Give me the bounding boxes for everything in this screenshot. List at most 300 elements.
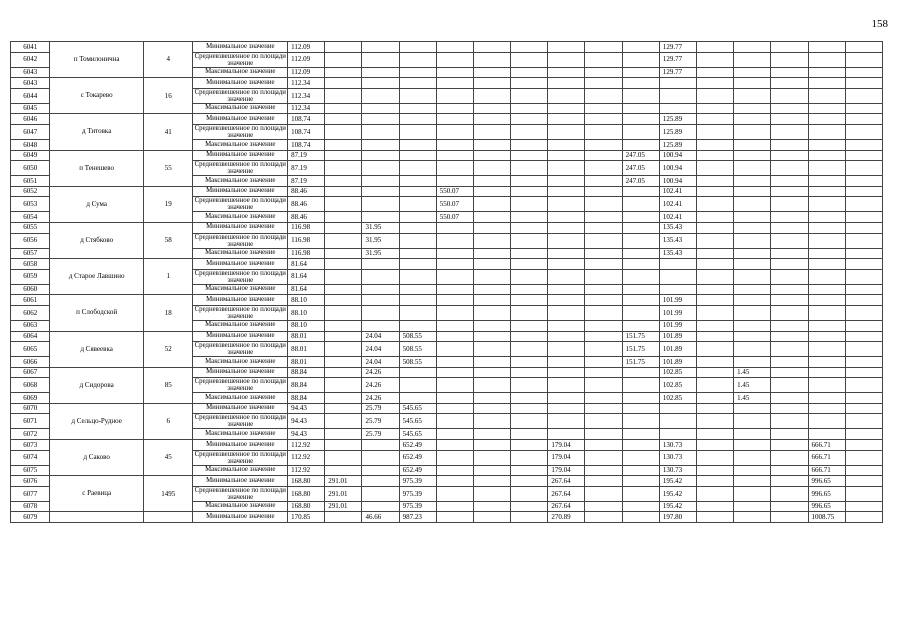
value-cell bbox=[511, 512, 548, 523]
value-type: Средневзвешенное по площади значение bbox=[194, 305, 286, 320]
value-cell: 168.80 bbox=[288, 476, 325, 487]
value-type: Максимальное значение bbox=[193, 429, 288, 440]
value-cell bbox=[362, 124, 399, 139]
value-type: Средневзвешенное по площади значение bbox=[194, 52, 286, 67]
value-cell bbox=[473, 67, 510, 78]
value-cell bbox=[473, 440, 510, 451]
value-cell bbox=[808, 342, 845, 357]
value-cell: 81.64 bbox=[288, 284, 325, 295]
value-cell bbox=[734, 233, 771, 248]
row-number: 6069 bbox=[11, 393, 50, 404]
value-cell bbox=[548, 357, 585, 368]
value-cell bbox=[548, 331, 585, 342]
value-cell bbox=[399, 139, 436, 150]
value-cell bbox=[808, 176, 845, 187]
value-cell: 102.85 bbox=[659, 378, 696, 393]
value-cell bbox=[697, 114, 734, 125]
value-cell bbox=[585, 476, 622, 487]
value-cell bbox=[697, 124, 734, 139]
value-cell bbox=[585, 486, 622, 501]
value-cell bbox=[362, 259, 399, 270]
value-cell bbox=[845, 124, 882, 139]
value-cell: 291.01 bbox=[325, 476, 362, 487]
value-cell bbox=[362, 476, 399, 487]
value-cell bbox=[697, 429, 734, 440]
value-cell bbox=[622, 67, 659, 78]
value-cell: 545.65 bbox=[399, 403, 436, 414]
value-cell bbox=[399, 305, 436, 320]
value-cell: 102.85 bbox=[659, 367, 696, 378]
value-cell bbox=[473, 501, 510, 512]
value-cell bbox=[511, 450, 548, 465]
value-cell bbox=[845, 486, 882, 501]
value-cell bbox=[511, 440, 548, 451]
value-cell: 247.05 bbox=[622, 176, 659, 187]
value-cell bbox=[771, 476, 808, 487]
value-cell bbox=[548, 233, 585, 248]
value-cell bbox=[473, 222, 510, 233]
value-cell bbox=[362, 88, 399, 103]
value-cell bbox=[325, 222, 362, 233]
value-type: Максимальное значение bbox=[193, 320, 288, 331]
value-cell bbox=[325, 42, 362, 53]
value-cell bbox=[399, 367, 436, 378]
value-cell bbox=[325, 342, 362, 357]
value-cell bbox=[399, 248, 436, 259]
value-cell bbox=[436, 476, 473, 487]
value-cell bbox=[362, 186, 399, 197]
value-type: Максимальное значение bbox=[193, 357, 288, 368]
table-row bbox=[11, 440, 883, 451]
value-cell bbox=[697, 331, 734, 342]
value-cell bbox=[473, 197, 510, 212]
value-cell bbox=[511, 269, 548, 284]
value-cell bbox=[362, 161, 399, 176]
value-cell bbox=[622, 403, 659, 414]
row-number: 6041 bbox=[11, 42, 50, 53]
value-cell bbox=[845, 233, 882, 248]
value-cell: 291.01 bbox=[325, 501, 362, 512]
value-cell: 151.75 bbox=[622, 357, 659, 368]
value-cell: 179.04 bbox=[548, 440, 585, 451]
value-type: Средневзвешенное по площади значение bbox=[194, 124, 286, 139]
value-cell bbox=[845, 501, 882, 512]
value-cell bbox=[808, 357, 845, 368]
value-cell bbox=[511, 486, 548, 501]
value-cell bbox=[511, 114, 548, 125]
row-number: 6048 bbox=[11, 139, 50, 150]
value-type: Минимальное значение bbox=[193, 512, 288, 523]
value-cell bbox=[697, 486, 734, 501]
settlement-name: с Токарево bbox=[50, 78, 144, 114]
value-cell bbox=[325, 103, 362, 114]
value-cell: 81.64 bbox=[288, 259, 325, 270]
value-cell bbox=[436, 295, 473, 306]
row-number: 6065 bbox=[11, 342, 50, 357]
value-type: Минимальное значение bbox=[193, 367, 288, 378]
value-cell bbox=[362, 440, 399, 451]
value-cell bbox=[697, 403, 734, 414]
value-type: Минимальное значение bbox=[193, 295, 288, 306]
value-cell bbox=[473, 284, 510, 295]
value-cell bbox=[697, 367, 734, 378]
value-cell bbox=[734, 103, 771, 114]
value-type: Минимальное значение bbox=[193, 331, 288, 342]
value-cell bbox=[771, 320, 808, 331]
value-cell bbox=[734, 222, 771, 233]
value-cell: 88.84 bbox=[288, 378, 325, 393]
value-cell bbox=[808, 103, 845, 114]
value-cell bbox=[808, 393, 845, 404]
value-cell: 508.55 bbox=[399, 357, 436, 368]
row-number: 6078 bbox=[11, 501, 50, 512]
value-cell bbox=[362, 114, 399, 125]
value-cell: 291.01 bbox=[325, 486, 362, 501]
value-cell bbox=[808, 139, 845, 150]
value-cell bbox=[771, 486, 808, 501]
value-cell bbox=[548, 367, 585, 378]
value-cell: 102.85 bbox=[659, 393, 696, 404]
value-cell bbox=[511, 414, 548, 429]
value-cell bbox=[436, 150, 473, 161]
value-cell bbox=[473, 88, 510, 103]
value-cell bbox=[585, 161, 622, 176]
value-cell: 975.39 bbox=[399, 486, 436, 501]
value-cell bbox=[511, 331, 548, 342]
value-cell bbox=[585, 393, 622, 404]
value-cell bbox=[325, 269, 362, 284]
value-cell bbox=[585, 233, 622, 248]
value-type: Максимальное значение bbox=[193, 393, 288, 404]
value-cell bbox=[399, 222, 436, 233]
value-cell: 101.99 bbox=[659, 305, 696, 320]
value-cell bbox=[659, 259, 696, 270]
settlement-name: д Старое Лавшино bbox=[50, 259, 144, 295]
value-cell bbox=[399, 67, 436, 78]
value-cell bbox=[771, 114, 808, 125]
value-cell bbox=[734, 501, 771, 512]
value-cell: 996.65 bbox=[808, 486, 845, 501]
value-cell bbox=[473, 367, 510, 378]
value-cell bbox=[585, 429, 622, 440]
value-cell bbox=[325, 212, 362, 223]
value-cell: 88.84 bbox=[288, 393, 325, 404]
value-cell bbox=[808, 88, 845, 103]
value-cell bbox=[473, 150, 510, 161]
value-cell bbox=[808, 367, 845, 378]
value-cell bbox=[473, 176, 510, 187]
value-cell bbox=[659, 78, 696, 89]
value-cell bbox=[585, 42, 622, 53]
value-type: Максимальное значение bbox=[193, 176, 288, 187]
value-cell bbox=[585, 284, 622, 295]
value-cell: 116.98 bbox=[288, 222, 325, 233]
population: 19 bbox=[143, 186, 193, 222]
value-cell bbox=[436, 403, 473, 414]
value-cell bbox=[808, 186, 845, 197]
value-cell bbox=[548, 52, 585, 67]
value-cell bbox=[734, 114, 771, 125]
value-cell bbox=[436, 450, 473, 465]
value-cell bbox=[808, 42, 845, 53]
value-type: Средневзвешенное по площади значение bbox=[194, 197, 286, 212]
value-type: Минимальное значение bbox=[193, 42, 288, 53]
value-cell bbox=[845, 476, 882, 487]
value-cell bbox=[585, 465, 622, 476]
value-cell bbox=[325, 429, 362, 440]
value-cell bbox=[548, 284, 585, 295]
value-cell bbox=[734, 248, 771, 259]
value-cell bbox=[436, 501, 473, 512]
value-cell bbox=[585, 124, 622, 139]
value-cell bbox=[585, 197, 622, 212]
value-cell bbox=[325, 52, 362, 67]
value-cell bbox=[622, 259, 659, 270]
value-cell bbox=[585, 357, 622, 368]
value-cell bbox=[808, 284, 845, 295]
row-number: 6064 bbox=[11, 331, 50, 342]
value-cell bbox=[473, 233, 510, 248]
settlement-name: п Слободской bbox=[50, 295, 144, 331]
value-cell bbox=[548, 414, 585, 429]
table-row bbox=[11, 295, 883, 306]
value-cell bbox=[548, 429, 585, 440]
value-cell bbox=[548, 124, 585, 139]
value-type: Средневзвешенное по площади значение bbox=[194, 88, 286, 103]
value-cell bbox=[548, 248, 585, 259]
value-cell bbox=[436, 512, 473, 523]
value-cell bbox=[771, 269, 808, 284]
value-cell bbox=[473, 378, 510, 393]
value-cell bbox=[585, 186, 622, 197]
value-cell bbox=[473, 269, 510, 284]
value-cell bbox=[473, 393, 510, 404]
value-cell: 112.09 bbox=[288, 67, 325, 78]
value-cell bbox=[585, 78, 622, 89]
value-cell bbox=[845, 161, 882, 176]
value-cell bbox=[325, 393, 362, 404]
value-cell bbox=[734, 176, 771, 187]
value-cell bbox=[511, 78, 548, 89]
value-cell bbox=[734, 161, 771, 176]
value-cell bbox=[399, 233, 436, 248]
value-type: Минимальное значение bbox=[193, 186, 288, 197]
value-cell: 550.07 bbox=[436, 212, 473, 223]
value-cell bbox=[548, 161, 585, 176]
value-type: Минимальное значение bbox=[193, 78, 288, 89]
value-cell: 247.05 bbox=[622, 161, 659, 176]
value-cell: 197.80 bbox=[659, 512, 696, 523]
value-type: Минимальное значение bbox=[193, 259, 288, 270]
value-cell bbox=[585, 512, 622, 523]
value-type: Минимальное значение bbox=[193, 222, 288, 233]
value-cell bbox=[845, 42, 882, 53]
table-row bbox=[11, 114, 883, 125]
settlement-name: п Тенешево bbox=[50, 150, 144, 186]
value-cell: 46.66 bbox=[362, 512, 399, 523]
population: 85 bbox=[143, 367, 193, 403]
value-cell: 179.04 bbox=[548, 465, 585, 476]
value-cell bbox=[325, 465, 362, 476]
value-cell bbox=[511, 248, 548, 259]
value-cell bbox=[622, 476, 659, 487]
value-cell bbox=[511, 320, 548, 331]
value-cell: 116.98 bbox=[288, 248, 325, 259]
value-cell: 94.43 bbox=[288, 403, 325, 414]
value-cell bbox=[771, 331, 808, 342]
value-cell bbox=[473, 212, 510, 223]
value-cell bbox=[622, 42, 659, 53]
value-cell bbox=[436, 222, 473, 233]
value-cell: 508.55 bbox=[399, 342, 436, 357]
value-cell bbox=[436, 284, 473, 295]
value-cell bbox=[436, 78, 473, 89]
value-cell bbox=[585, 103, 622, 114]
value-cell bbox=[808, 222, 845, 233]
value-cell bbox=[734, 259, 771, 270]
value-cell bbox=[771, 176, 808, 187]
value-cell bbox=[659, 429, 696, 440]
value-cell bbox=[511, 403, 548, 414]
row-number: 6073 bbox=[11, 440, 50, 451]
value-cell bbox=[436, 357, 473, 368]
value-cell bbox=[697, 476, 734, 487]
value-cell bbox=[585, 367, 622, 378]
row-number: 6066 bbox=[11, 357, 50, 368]
table-row bbox=[11, 367, 883, 378]
table-row bbox=[11, 259, 883, 270]
value-cell bbox=[771, 414, 808, 429]
value-cell bbox=[734, 403, 771, 414]
value-cell bbox=[511, 393, 548, 404]
table-row bbox=[11, 476, 883, 487]
value-cell bbox=[622, 139, 659, 150]
value-cell bbox=[697, 512, 734, 523]
value-cell bbox=[622, 512, 659, 523]
value-cell: 112.09 bbox=[288, 42, 325, 53]
row-number: 6044 bbox=[11, 88, 50, 103]
value-cell bbox=[325, 114, 362, 125]
value-cell bbox=[622, 114, 659, 125]
value-cell: 101.89 bbox=[659, 357, 696, 368]
value-cell bbox=[845, 295, 882, 306]
value-cell: 550.07 bbox=[436, 197, 473, 212]
value-cell: 125.89 bbox=[659, 124, 696, 139]
value-type: Средневзвешенное по площади значение bbox=[194, 486, 286, 501]
value-type: Минимальное значение bbox=[193, 150, 288, 161]
value-cell bbox=[511, 259, 548, 270]
value-cell bbox=[436, 342, 473, 357]
value-cell: 24.04 bbox=[362, 357, 399, 368]
value-cell bbox=[585, 414, 622, 429]
value-cell: 112.92 bbox=[288, 440, 325, 451]
value-type: Максимальное значение bbox=[193, 67, 288, 78]
value-cell bbox=[585, 269, 622, 284]
value-cell: 1.45 bbox=[734, 393, 771, 404]
value-cell bbox=[548, 78, 585, 89]
value-cell bbox=[845, 320, 882, 331]
value-cell: 130.73 bbox=[659, 440, 696, 451]
value-cell bbox=[362, 176, 399, 187]
value-cell: 112.09 bbox=[288, 52, 325, 67]
value-cell bbox=[845, 403, 882, 414]
value-cell bbox=[734, 429, 771, 440]
value-cell bbox=[362, 450, 399, 465]
value-cell bbox=[511, 88, 548, 103]
value-cell: 88.01 bbox=[288, 331, 325, 342]
value-cell bbox=[511, 342, 548, 357]
value-cell: 195.42 bbox=[659, 486, 696, 501]
row-number: 6072 bbox=[11, 429, 50, 440]
value-cell bbox=[585, 88, 622, 103]
value-cell bbox=[697, 222, 734, 233]
value-cell bbox=[473, 305, 510, 320]
value-cell bbox=[511, 476, 548, 487]
value-cell bbox=[845, 465, 882, 476]
value-cell bbox=[585, 295, 622, 306]
population: 58 bbox=[143, 222, 193, 258]
value-cell bbox=[845, 414, 882, 429]
row-number: 6055 bbox=[11, 222, 50, 233]
value-cell bbox=[548, 150, 585, 161]
value-cell bbox=[585, 501, 622, 512]
value-cell bbox=[622, 284, 659, 295]
value-cell bbox=[325, 403, 362, 414]
value-cell: 87.19 bbox=[288, 176, 325, 187]
value-cell: 545.65 bbox=[399, 429, 436, 440]
value-cell bbox=[771, 222, 808, 233]
value-cell bbox=[697, 139, 734, 150]
value-cell bbox=[697, 67, 734, 78]
value-cell bbox=[734, 88, 771, 103]
value-cell bbox=[399, 186, 436, 197]
value-type: Средневзвешенное по площади значение bbox=[194, 414, 286, 429]
settlement-name: с Раевица bbox=[50, 476, 144, 512]
row-number: 6049 bbox=[11, 150, 50, 161]
value-cell bbox=[511, 284, 548, 295]
value-cell bbox=[771, 403, 808, 414]
value-cell: 112.34 bbox=[288, 103, 325, 114]
value-cell bbox=[808, 295, 845, 306]
value-cell bbox=[808, 150, 845, 161]
value-cell bbox=[362, 269, 399, 284]
value-cell: 108.74 bbox=[288, 114, 325, 125]
value-cell bbox=[436, 88, 473, 103]
value-cell bbox=[697, 440, 734, 451]
value-cell bbox=[325, 440, 362, 451]
value-cell bbox=[511, 67, 548, 78]
value-cell bbox=[399, 197, 436, 212]
value-cell bbox=[771, 233, 808, 248]
value-cell bbox=[511, 212, 548, 223]
value-cell: 1.45 bbox=[734, 367, 771, 378]
value-cell bbox=[473, 161, 510, 176]
value-cell bbox=[697, 52, 734, 67]
value-cell bbox=[845, 331, 882, 342]
value-cell bbox=[734, 465, 771, 476]
value-cell bbox=[325, 248, 362, 259]
value-cell bbox=[325, 67, 362, 78]
value-cell bbox=[845, 393, 882, 404]
value-cell bbox=[622, 52, 659, 67]
value-cell: 112.34 bbox=[288, 88, 325, 103]
value-cell: 125.89 bbox=[659, 114, 696, 125]
value-cell: 94.43 bbox=[288, 414, 325, 429]
value-cell bbox=[362, 212, 399, 223]
value-cell bbox=[734, 78, 771, 89]
value-cell: 24.26 bbox=[362, 378, 399, 393]
row-number: 6050 bbox=[11, 161, 50, 176]
